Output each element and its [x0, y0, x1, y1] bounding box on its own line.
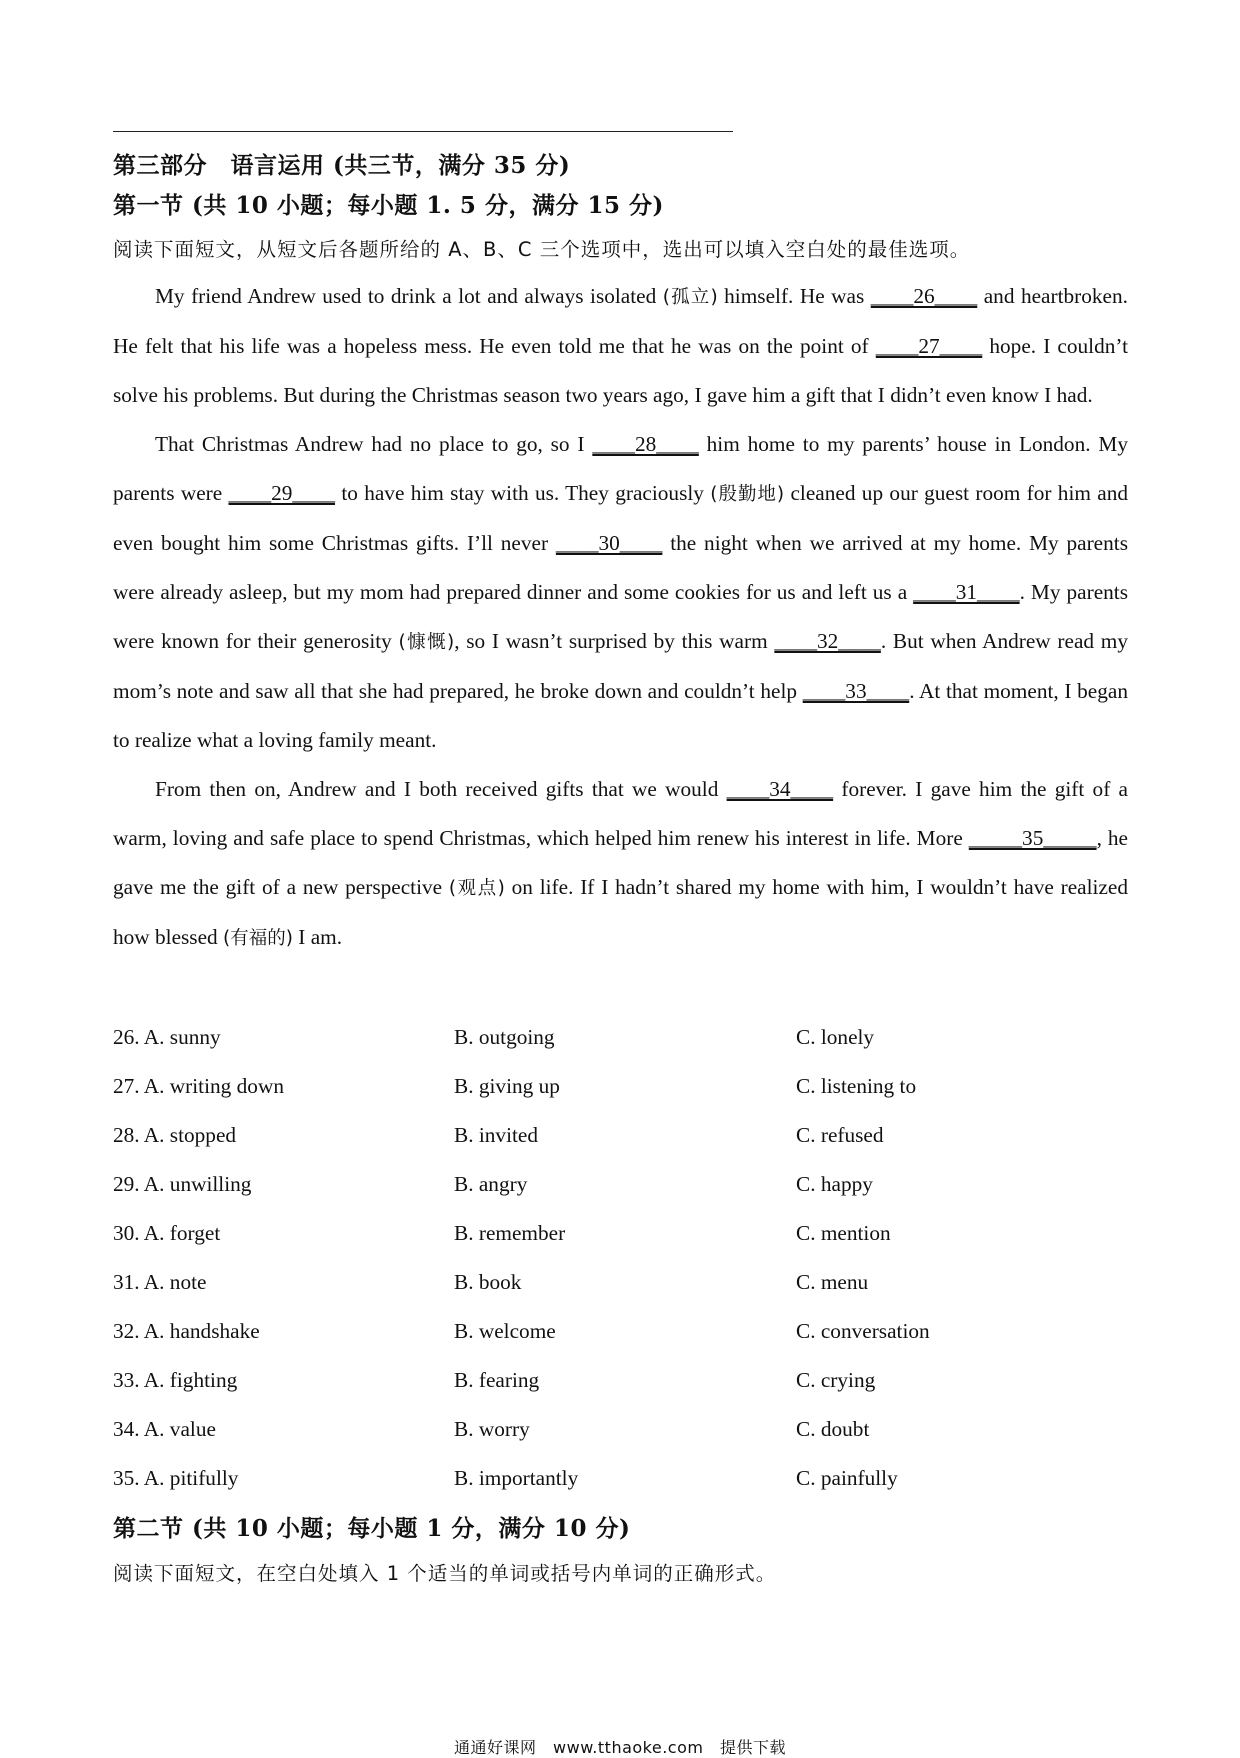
option-choice: C. conversation — [796, 1319, 930, 1343]
section1-heading: 第一节 (共 10 小题；每小题 1. 5 分，满分 15 分) — [113, 192, 664, 219]
option-choice: B. fearing — [454, 1368, 540, 1392]
passage-text: , he gave me the gift of a new perspective — [113, 826, 1128, 899]
answer-blank: ____30____ — [555, 531, 663, 555]
option-row — [113, 1013, 1133, 1062]
passage-text: My friend Andrew used to drink a lot and always isolated — [155, 284, 663, 308]
answer-blank: ____32____ — [774, 629, 881, 653]
option-choice: C. listening to — [796, 1074, 917, 1098]
option-choice: C. mention — [796, 1221, 891, 1245]
option-choice: 32. A. handshake — [113, 1319, 260, 1343]
option-choice: C. lonely — [796, 1025, 875, 1049]
option-choice: C. refused — [796, 1123, 884, 1147]
option-choice: 33. A. fighting — [113, 1368, 238, 1392]
answer-blank: ____27____ — [875, 334, 983, 358]
cloze-passage — [113, 272, 1128, 963]
answer-blank: ____29____ — [228, 481, 335, 505]
chinese-gloss: (殷勤地) — [710, 484, 785, 505]
option-choice: C. painfully — [796, 1466, 898, 1490]
option-choice: B. remember — [454, 1221, 566, 1245]
option-choice: 26. A. sunny — [113, 1025, 221, 1049]
passage-text: the night when we arrived at my home. My parents were already asleep, but my mom had prepared dinner and some cookies for us and left us a — [113, 531, 1128, 604]
answer-options — [113, 1013, 1133, 1503]
option-choice: 27. A. writing down — [113, 1074, 284, 1098]
answer-blank: ____31____ — [913, 580, 1020, 604]
passage-paragraph-1 — [113, 272, 1128, 420]
passage-paragraph-3 — [113, 765, 1128, 963]
passage-text: cleaned up our guest room for him and even bought him some Christmas gifts. I’ll never — [113, 481, 1128, 555]
option-row — [113, 1356, 1133, 1405]
option-choice: 34. A. value — [113, 1417, 216, 1441]
option-row — [113, 1111, 1133, 1160]
passage-text: forever. I gave him the gift of a warm, loving and safe place to spend Christmas, which helped him renew his interest in life. More — [113, 777, 1128, 850]
option-choice: B. importantly — [454, 1466, 579, 1490]
passage-text: . At that moment, I began to realize what a loving family meant. — [113, 679, 1128, 752]
section2-heading: 第二节 (共 10 小题；每小题 1 分，满分 10 分) — [113, 1515, 631, 1542]
passage-text: , so I wasn’t surprised by this warm — [454, 629, 775, 653]
option-choice: B. invited — [454, 1123, 539, 1147]
page-footer: 通通好课网 www.tthaoke.com 提供下载 — [454, 1738, 786, 1757]
option-choice: B. welcome — [454, 1319, 556, 1343]
option-choice: B. giving up — [454, 1074, 560, 1098]
passage-text: That Christmas Andrew had no place to go, so I — [155, 432, 593, 456]
answer-blank: ____34____ — [726, 777, 834, 801]
passage-text: himself. He was — [717, 284, 871, 308]
chinese-gloss: (孤立) — [662, 287, 718, 308]
option-choice: 28. A. stopped — [113, 1123, 237, 1147]
option-choice: C. doubt — [796, 1417, 870, 1441]
option-row — [113, 1307, 1133, 1356]
answer-blank: ____26____ — [870, 284, 978, 308]
option-row — [113, 1405, 1133, 1454]
option-choice: 31. A. note — [113, 1270, 207, 1294]
option-row — [113, 1062, 1133, 1111]
passage-text: him home to my parents’ house in London. My parents were — [113, 432, 1128, 505]
passage-text: From then on, Andrew and I both received gifts that we would — [155, 777, 727, 801]
option-choice: B. book — [454, 1270, 522, 1294]
answer-blank: _____35_____ — [968, 826, 1097, 850]
answer-blank: ____28____ — [592, 432, 699, 456]
part3-heading: 第三部分 语言运用 (共三节，满分 35 分) — [113, 152, 571, 179]
passage-text: on life. If I hadn’t shared my home with him, I wouldn’t have realized how blessed — [113, 875, 1128, 949]
option-choice: B. worry — [454, 1417, 530, 1441]
passage-text: hope. I couldn’t solve his problems. But during the Christmas season two years ago, I gave him a gift that I didn’t even know I had. — [113, 334, 1129, 407]
option-row — [113, 1454, 1133, 1503]
option-row — [113, 1209, 1133, 1258]
option-choice: C. happy — [796, 1172, 873, 1196]
option-choice: B. outgoing — [454, 1025, 555, 1049]
chinese-gloss: (慷慨) — [398, 632, 455, 653]
header-rule — [113, 131, 733, 132]
option-row — [113, 1160, 1133, 1209]
passage-text: . But when Andrew read my mom’s note and saw all that she had prepared, he broke down and couldn’t help — [113, 629, 1128, 703]
chinese-gloss: (有福的) — [223, 928, 293, 949]
option-choice: B. angry — [454, 1172, 528, 1196]
passage-text: . My parents were known for their generosity — [113, 580, 1128, 653]
option-choice: C. crying — [796, 1368, 876, 1392]
option-row — [113, 1258, 1133, 1307]
chinese-gloss: (观点) — [448, 878, 505, 899]
passage-text: and heartbroken. He felt that his life was a hopeless mess. He even told me that he was on the point of — [113, 284, 1128, 358]
option-choice: 30. A. forget — [113, 1221, 221, 1245]
passage-text: to have him stay with us. They graciously — [335, 481, 711, 505]
option-choice: 29. A. unwilling — [113, 1172, 252, 1196]
option-choice: 35. A. pitifully — [113, 1466, 239, 1490]
option-choice: C. menu — [796, 1270, 869, 1294]
answer-blank: ____33____ — [802, 679, 910, 703]
section2-instruction: 阅读下面短文，在空白处填入 1 个适当的单词或括号内单词的正确形式。 — [113, 1562, 777, 1585]
passage-paragraph-2 — [113, 420, 1128, 765]
passage-text: I am. — [292, 925, 343, 949]
section1-instruction: 阅读下面短文，从短文后各题所给的 A、B、C 三个选项中，选出可以填入空白处的最佳选项。 — [113, 238, 971, 261]
